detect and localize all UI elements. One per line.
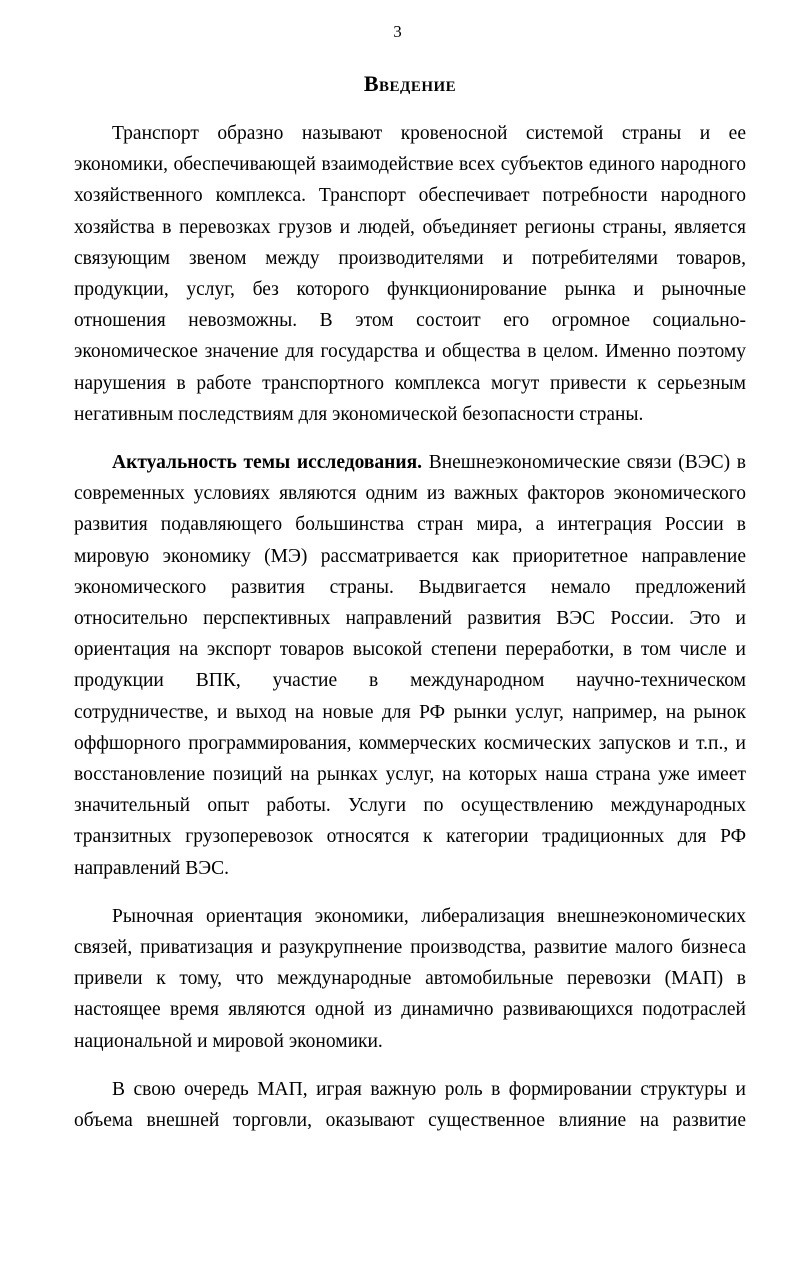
page-number: 3 — [393, 22, 402, 41]
paragraph-intro: Транспорт образно называют кровеносной системой страны и ее экономики, обеспечивающей взаимодействие всех субъектов единого народного хозяйственного комплекса. Транспорт обеспечивает потребности народного хозяйства в перевозках грузов и людей, объединяет регионы страны, является связующим звеном между производителями и потребителями товаров, продукции, услуг, без которого функционирование рынка и рыночные отношения невозможны. В этом состоит его огромное социально-экономическое значение для государства и общества в целом. Именно поэтому нарушения в работе транспортного комплекса могут привести к серьезным негативным последствиям для экономической безопасности страны. — [74, 123, 746, 425]
page-title: Введение — [363, 71, 457, 96]
paragraph-map-role: В свою очередь МАП, играя важную роль в формировании структуры и объема внешней торговли, оказывают существенное влияние на развитие — [74, 1078, 746, 1132]
relevance-heading: Актуальность темы исследования. — [112, 452, 423, 474]
relevance-text: Внешнеэкономические связи (ВЭС) в современных условиях являются одним из важных факторов экономического развития подавляющего большинства стран мира, а интеграция России в мировую экономику (МЭ) рассматривается как приоритетное направление экономического развития страны. Выдвигается немало предложений относительно перспективных направлений развития ВЭС России. Это и ориентация на экспорт товаров высокой степени переработки, в том числе и продукции ВПК, участие в международном научно-техническом сотрудничестве, и выход на новые для РФ рынки услуг, например, на рынок оффшорного программирования, коммерческих космических запусков и т.п., и восстановление позиций на рынках услуг, на которых наша страна уже имеет значительный опыт работы. Услуги по осуществлению международных транзитных грузоперевозок относятся к категории традиционных для РФ направлений ВЭС. — [74, 452, 747, 879]
paragraph-market-orientation: Рыночная ориентация экономики, либерализация внешнеэкономических связей, приватизация и разукрупнение производства, развитие малого бизнеса привели к тому, что международные автомобильные перевозки (МАП) в настоящее время являются одной из динамично развивающихся подотраслей национальной и мировой экономики. — [74, 905, 746, 1052]
paragraph-relevance — [74, 447, 746, 884]
document-body — [74, 118, 746, 1153]
